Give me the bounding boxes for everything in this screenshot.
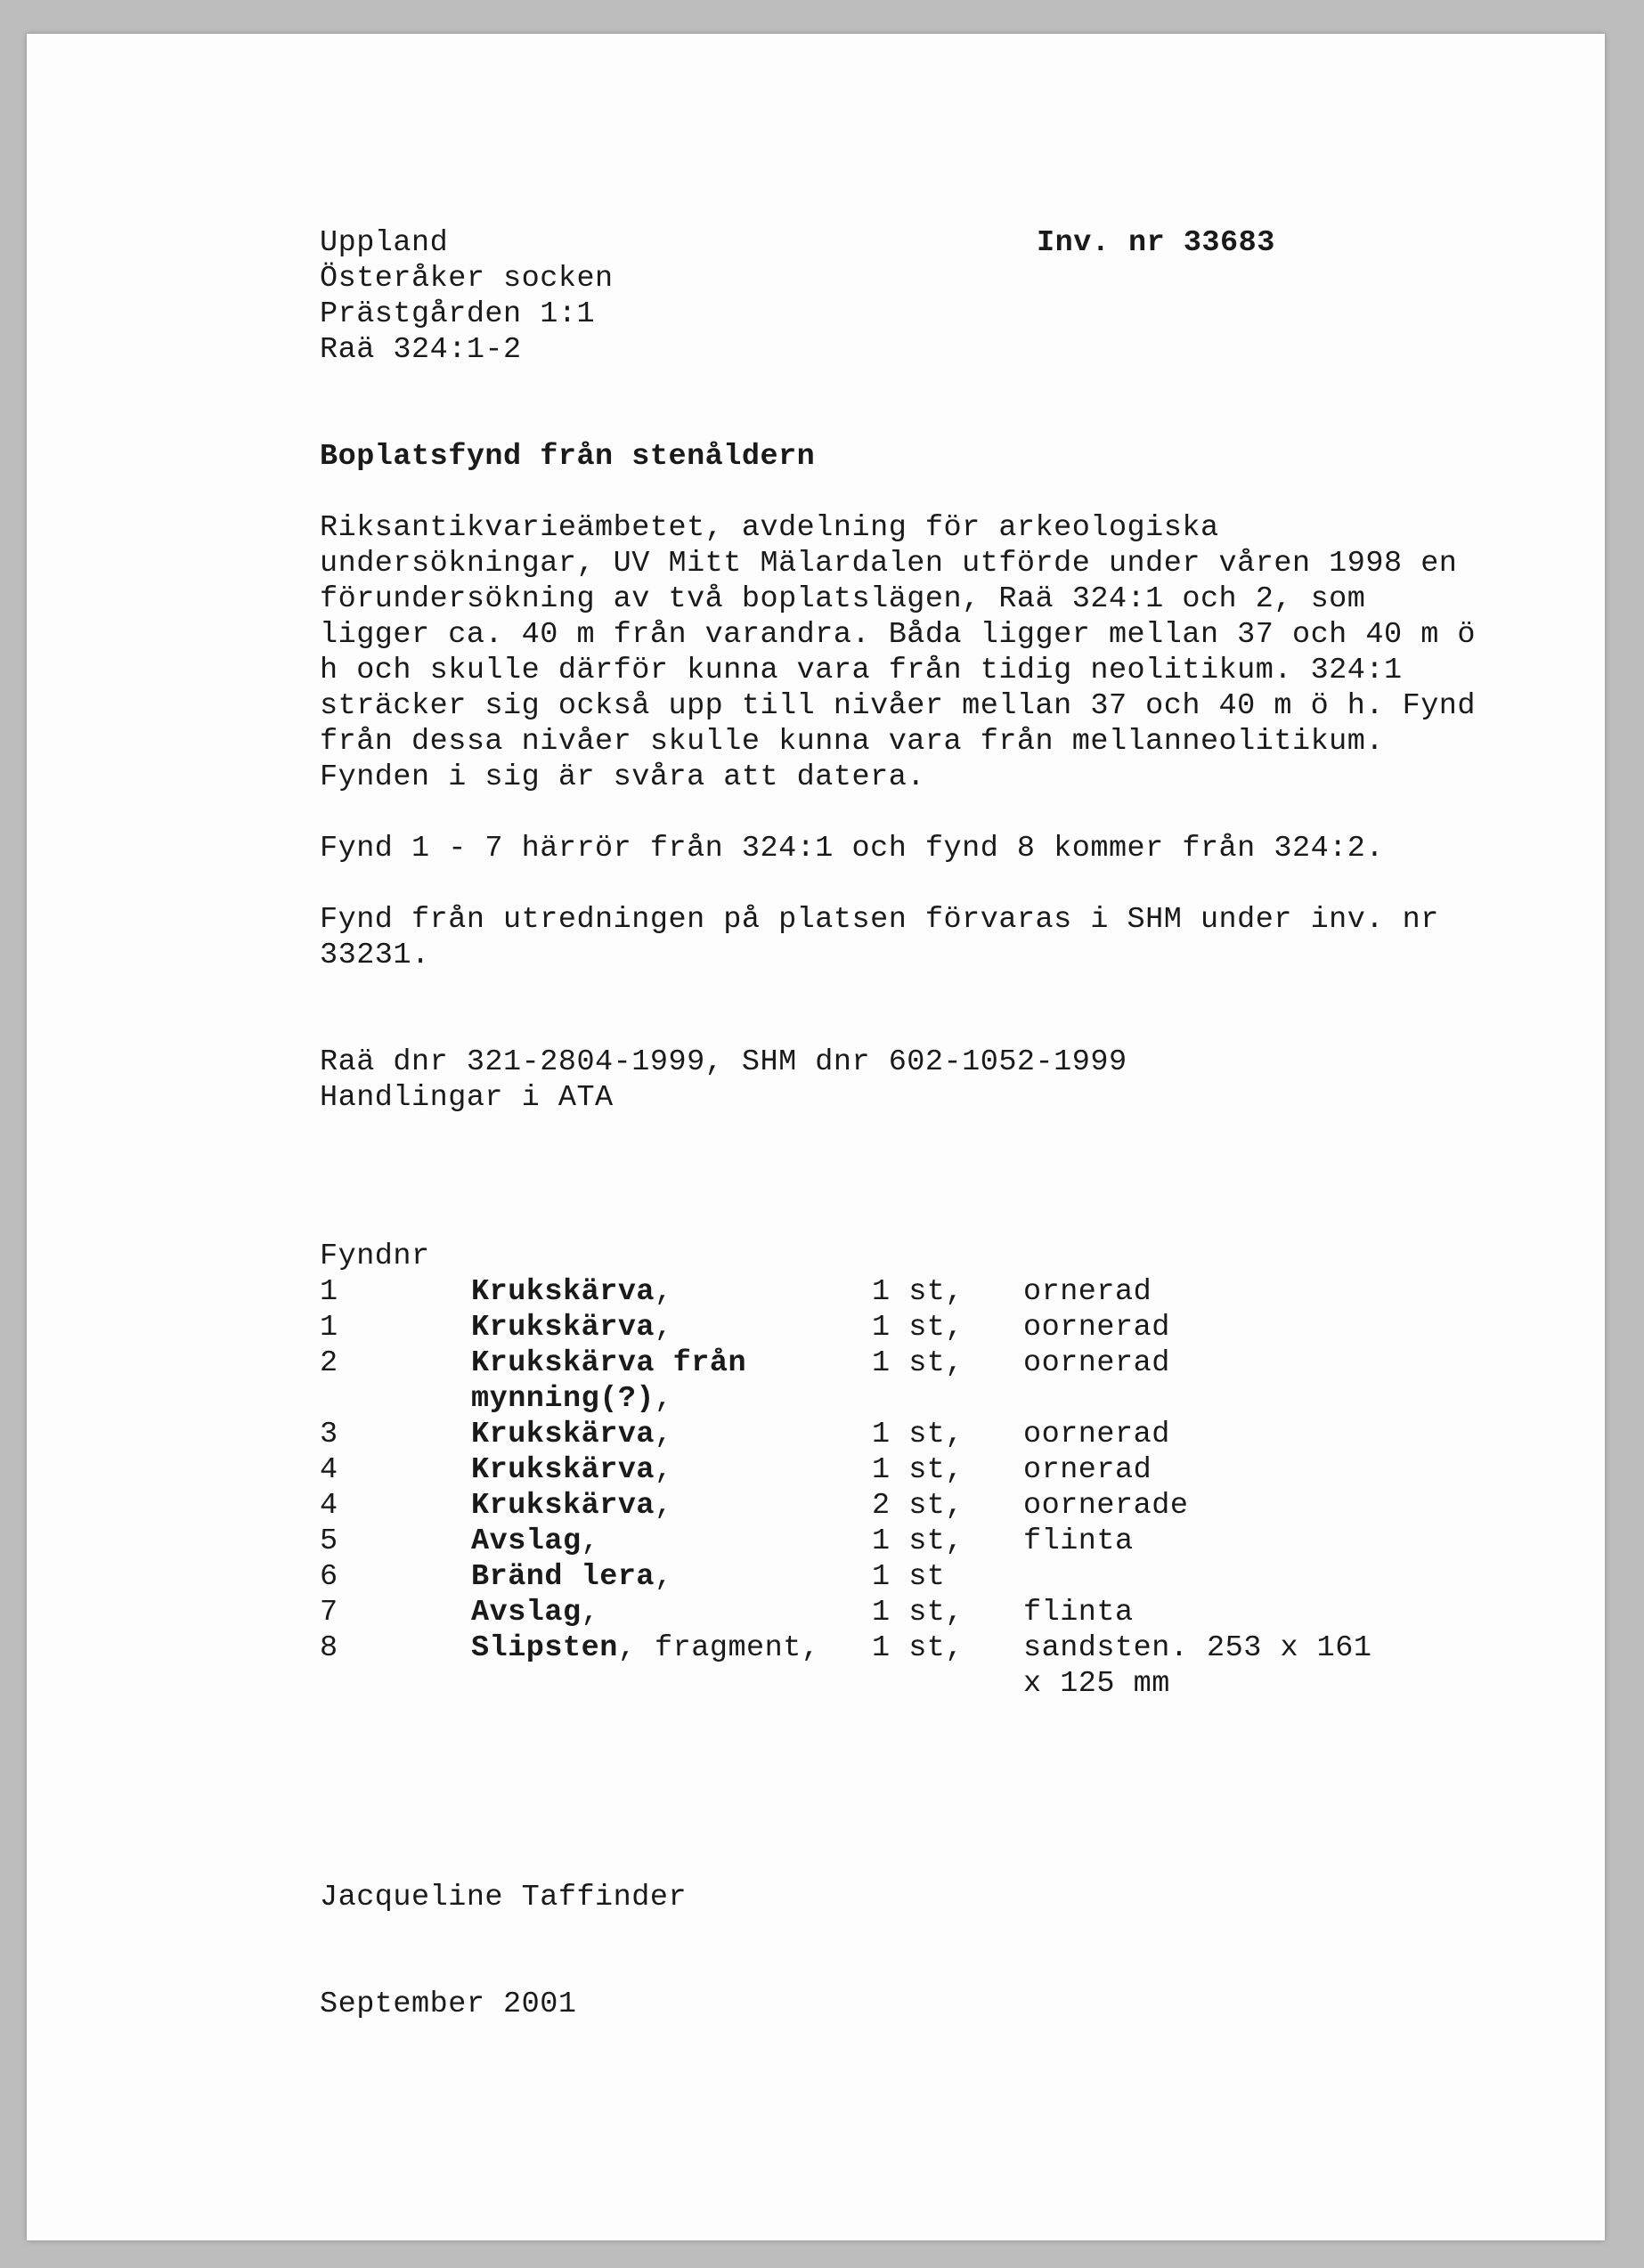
find-description bbox=[1023, 1559, 1406, 1595]
find-name-cell bbox=[471, 1345, 872, 1417]
find-name: Krukskärva bbox=[471, 1311, 655, 1345]
find-description: ornerad bbox=[1023, 1275, 1152, 1309]
find-quantity: 1 st, bbox=[872, 1311, 964, 1345]
find-quantity: 1 st, bbox=[872, 1453, 964, 1487]
find-name-suffix: , bbox=[655, 1275, 673, 1309]
document-page bbox=[27, 34, 1605, 2240]
find-description: oornerad bbox=[1023, 1418, 1170, 1451]
find-name-cell bbox=[471, 1524, 872, 1559]
find-description: oornerad bbox=[1023, 1346, 1170, 1380]
find-name: Slipsten bbox=[471, 1631, 618, 1665]
find-description: oornerade bbox=[1023, 1489, 1189, 1523]
table-row bbox=[320, 1524, 1406, 1559]
find-quantity: 1 st, bbox=[872, 1596, 964, 1630]
document-header bbox=[320, 225, 1477, 368]
find-origin-paragraph: Fynd 1 - 7 härrör från 324:1 och fynd 8 kommer från 324:2. bbox=[320, 832, 1384, 866]
find-quantity: 1 st, bbox=[872, 1418, 964, 1451]
find-number: 4 bbox=[320, 1453, 338, 1487]
find-number: 3 bbox=[320, 1418, 338, 1451]
find-name: Krukskärva bbox=[471, 1489, 655, 1523]
find-name-suffix: , bbox=[581, 1524, 600, 1558]
find-name-cell bbox=[471, 1417, 872, 1452]
storage-paragraph: Fynd från utredningen på platsen förvaras i SHM under inv. nr 33231. bbox=[320, 903, 1439, 972]
table-row bbox=[320, 1488, 1406, 1524]
table-row bbox=[320, 1274, 1406, 1310]
reference-line: Raä dnr 321-2804-1999, SHM dnr 602-1052-1999 bbox=[320, 1045, 1127, 1079]
description-paragraph: Riksantikvarieämbetet, avdelning för arkeologiska undersökningar, UV Mitt Mälardalen utförde under våren 1998 en förundersökning av två boplatslägen, Raä 324:1 och 2, som ligger ca. 40 m från varandra. Båda ligger mellan 37 och 40 m ö h och skulle därför kunna vara från tidig neolitikum. 324:1 sträcker sig också upp till nivåer mellan 37 och 40 m ö h. Fynd från dessa nivåer skulle kunna vara från mellanneolitikum. Fynden i sig är svåra att datera. bbox=[320, 511, 1477, 794]
find-name: Bränd lera bbox=[471, 1560, 655, 1594]
find-name-suffix: , fragment, bbox=[617, 1631, 820, 1665]
find-quantity: 1 st bbox=[872, 1560, 946, 1594]
find-description: flinta bbox=[1023, 1596, 1134, 1630]
table-row bbox=[320, 1452, 1406, 1488]
find-name-suffix: , bbox=[581, 1596, 600, 1630]
find-number: 8 bbox=[320, 1631, 338, 1665]
signature-date: September 2001 bbox=[320, 1988, 577, 2021]
author-name: Jacqueline Taffinder bbox=[320, 1881, 688, 1914]
find-name-cell bbox=[471, 1595, 872, 1630]
find-quantity: 1 st, bbox=[872, 1346, 964, 1380]
reference-line: Handlingar i ATA bbox=[320, 1081, 614, 1115]
table-row bbox=[320, 1595, 1406, 1630]
find-quantity: 1 st, bbox=[872, 1524, 964, 1558]
find-number: 1 bbox=[320, 1311, 338, 1345]
document-content bbox=[320, 225, 1477, 2093]
find-number: 1 bbox=[320, 1275, 338, 1309]
find-name-suffix: , bbox=[655, 1418, 673, 1451]
find-description: sandsten. 253 x 161 x 125 mm bbox=[1023, 1631, 1372, 1701]
finds-table bbox=[320, 1274, 1406, 1702]
table-row bbox=[320, 1630, 1406, 1702]
find-name-cell bbox=[471, 1310, 872, 1345]
table-row bbox=[320, 1559, 1406, 1595]
table-row bbox=[320, 1345, 1406, 1417]
find-name: Krukskärva bbox=[471, 1453, 655, 1487]
find-number: 5 bbox=[320, 1524, 338, 1558]
find-name-suffix: , bbox=[655, 1560, 673, 1594]
finds-heading: Fyndnr bbox=[320, 1240, 430, 1273]
find-name-suffix: , bbox=[655, 1453, 673, 1487]
find-name-cell bbox=[471, 1452, 872, 1488]
inventory-number: Inv. nr 33683 bbox=[1037, 226, 1275, 260]
find-number: 7 bbox=[320, 1596, 338, 1630]
find-name: Krukskärva från mynning(?) bbox=[471, 1346, 747, 1416]
document-title: Boplatsfynd från stenåldern bbox=[320, 440, 816, 474]
table-row bbox=[320, 1417, 1406, 1452]
find-number: 2 bbox=[320, 1346, 338, 1380]
find-quantity: 1 st, bbox=[872, 1275, 964, 1309]
location-line: Prästgården 1:1 bbox=[320, 297, 596, 331]
find-description: flinta bbox=[1023, 1524, 1134, 1558]
location-block bbox=[320, 225, 1477, 368]
find-description: ornerad bbox=[1023, 1453, 1152, 1487]
find-name: Krukskärva bbox=[471, 1418, 655, 1451]
find-name-cell bbox=[471, 1559, 872, 1595]
find-name-suffix: , bbox=[655, 1311, 673, 1345]
location-line: Raä 324:1-2 bbox=[320, 333, 522, 367]
references-block bbox=[320, 1045, 1477, 1116]
find-name: Avslag bbox=[471, 1596, 582, 1630]
find-quantity: 1 st, bbox=[872, 1631, 964, 1665]
find-name: Avslag bbox=[471, 1524, 582, 1558]
find-name-cell bbox=[471, 1274, 872, 1310]
signature-block bbox=[320, 1809, 1477, 2093]
finds-table-body bbox=[320, 1274, 1406, 1702]
find-description: oornerad bbox=[1023, 1311, 1170, 1345]
find-quantity: 2 st, bbox=[872, 1489, 964, 1523]
table-row bbox=[320, 1310, 1406, 1345]
find-number: 4 bbox=[320, 1489, 338, 1523]
find-name-cell bbox=[471, 1630, 872, 1702]
find-name-cell bbox=[471, 1488, 872, 1524]
location-line: Österåker socken bbox=[320, 262, 614, 296]
find-name-suffix: , bbox=[655, 1489, 673, 1523]
find-number: 6 bbox=[320, 1560, 338, 1594]
find-name: Krukskärva bbox=[471, 1275, 655, 1309]
find-name-suffix: , bbox=[655, 1382, 673, 1416]
location-line: Uppland bbox=[320, 226, 449, 260]
